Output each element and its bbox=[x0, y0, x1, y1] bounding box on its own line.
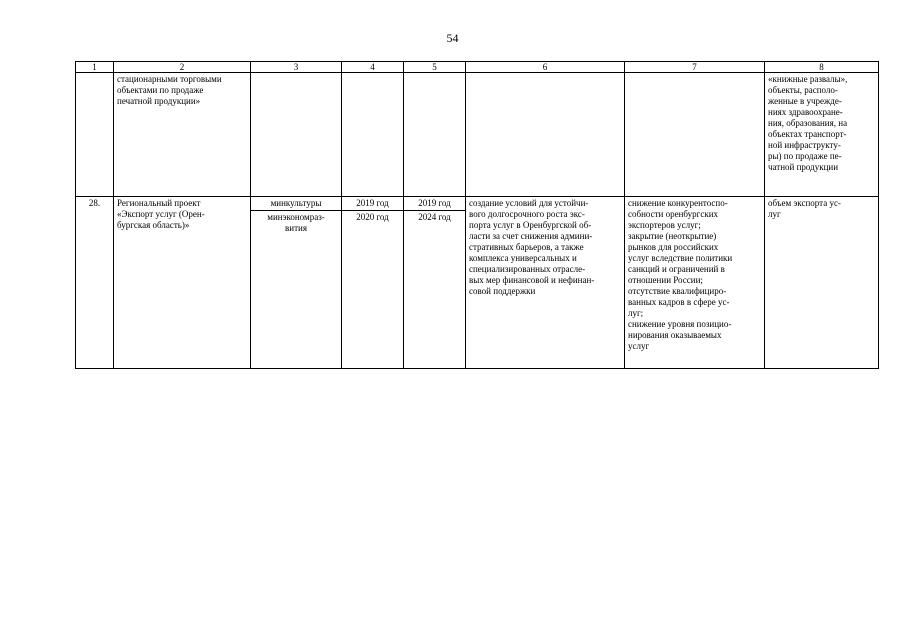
row-number-cell bbox=[76, 73, 114, 197]
responsible-cell bbox=[251, 73, 342, 197]
end-year-cell: 2019 год 2024 год bbox=[404, 197, 466, 369]
program-table bbox=[75, 61, 879, 369]
header-cell: 1 bbox=[76, 62, 114, 73]
indicator-cell: объем экспорта ус- луг bbox=[765, 197, 879, 369]
goal-cell bbox=[466, 73, 625, 197]
start-year-cell: 2019 год 2020 год bbox=[342, 197, 404, 369]
responsible-cell: минкультуры минэкономраз- вития bbox=[251, 197, 342, 369]
header-cell: 5 bbox=[404, 62, 466, 73]
header-cell: 3 bbox=[251, 62, 342, 73]
header-cell: 7 bbox=[625, 62, 765, 73]
end-year-cell bbox=[404, 73, 466, 197]
risks-cell bbox=[625, 73, 765, 197]
goal-cell: создание условий для устойчи- вого долгосрочного роста экс- порта услуг в Оренбургской об- ласти за счет снижения админи- стративных барьеров, а также комплекса универсальных и специализированных отрасле- вых мер финансовой и нефинан- совой поддержки bbox=[466, 197, 625, 369]
project-name-cell: стационарными торговыми объектами по продаже печатной продукции» bbox=[114, 73, 251, 197]
header-row bbox=[76, 62, 879, 73]
page-number: 54 bbox=[446, 31, 459, 45]
indicator-cell: «книжные развалы», объекты, располо- женные в учрежде- ниях здравоохране- ния, образования, на объектах транспорт- ной инфраструкту- ры) по продаже пе- чатной продукции bbox=[765, 73, 879, 197]
header-cell: 4 bbox=[342, 62, 404, 73]
risks-cell: снижение конкурентоспо- собности оренбургских экспортеров услуг; закрытие (неоткрытие) рынков для российских услуг вследствие политики санкций и ограничений в отношении России; отсутствие квалифициро- ванных кадров в сфере ус- луг; снижение уровня позицио- нирования оказываемых услуг bbox=[625, 197, 765, 369]
header-cell: 6 bbox=[466, 62, 625, 73]
table-row bbox=[76, 73, 879, 197]
row-number-cell: 28. bbox=[76, 197, 114, 369]
start-year-cell bbox=[342, 73, 404, 197]
responsible-sub: минэкономраз- вития bbox=[251, 210, 341, 234]
header-cell: 8 bbox=[765, 62, 879, 73]
project-name-cell: Региональный проект «Экспорт услуг (Орен- бургская область)» bbox=[114, 197, 251, 369]
table-row bbox=[76, 197, 879, 369]
header-cell: 2 bbox=[114, 62, 251, 73]
